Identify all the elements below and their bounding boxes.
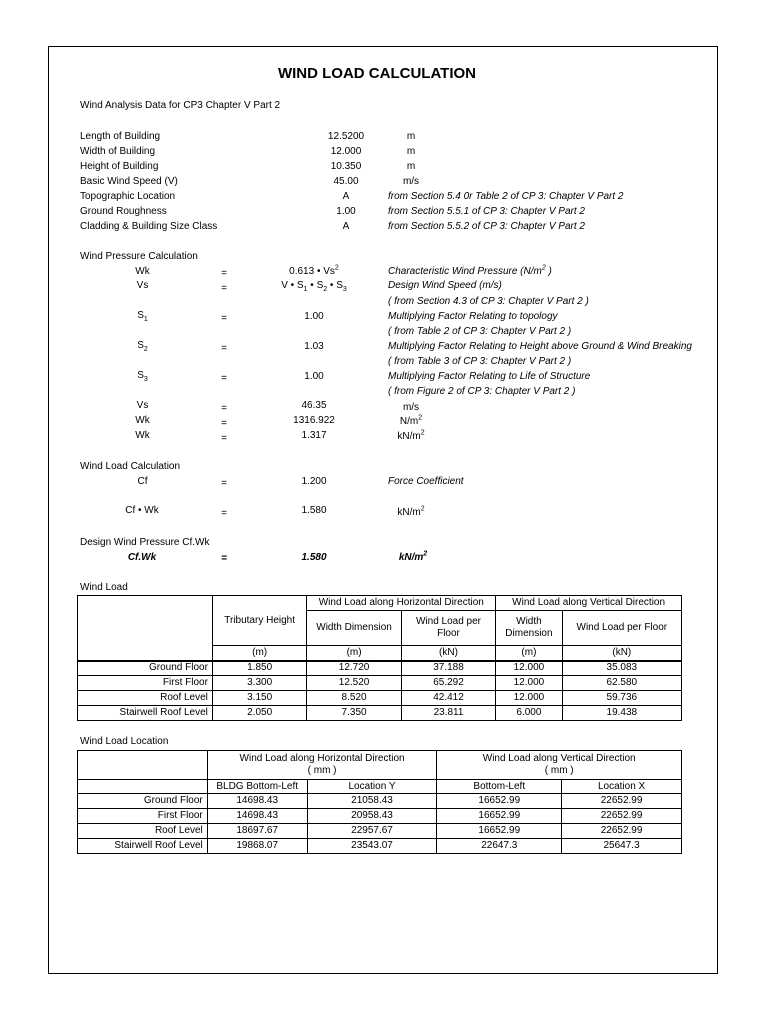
wk-result-kn-value: 1.317 xyxy=(301,430,327,441)
vs-result-value: 46.35 xyxy=(301,400,327,411)
row-floor: Roof Level xyxy=(78,691,213,706)
cf-note: Force Coefficient xyxy=(388,476,464,487)
table-row xyxy=(78,691,682,706)
unit-height: m xyxy=(406,161,416,172)
label-roughness: Ground Roughness xyxy=(80,206,167,217)
table-row xyxy=(78,824,682,839)
s1-note: Multiplying Factor Relating to topology xyxy=(388,311,558,322)
row-location-y: 20958.43 xyxy=(307,809,437,824)
label-wind-speed: Basic Wind Speed (V) xyxy=(80,176,178,187)
label-height: Height of Building xyxy=(80,161,159,172)
cfwk-symbol: Cf • Wk xyxy=(125,505,159,516)
header-location-y: Location Y xyxy=(307,780,437,794)
wind-load-location-table xyxy=(77,750,682,854)
row-trib: 2.050 xyxy=(212,706,306,721)
unit-h-load: (kN) xyxy=(401,646,495,661)
design-symbol: Cf.Wk xyxy=(127,552,157,563)
row-bldg-bottom-left: 14698.43 xyxy=(207,794,307,809)
unit-trib: (m) xyxy=(212,646,306,661)
row-v-load: 59.736 xyxy=(562,691,681,706)
row-h-load: 42.412 xyxy=(401,691,495,706)
s3-value: 1.00 xyxy=(304,371,324,382)
header-h-load: Wind Load per Floor xyxy=(401,611,495,646)
subtitle: Wind Analysis Data for CP3 Chapter V Part 2 xyxy=(80,100,281,111)
row-v-width: 12.000 xyxy=(496,691,562,706)
row-bottom-left: 16652.99 xyxy=(437,824,562,839)
row-location-y: 22957.67 xyxy=(307,824,437,839)
cf-symbol: Cf xyxy=(137,476,148,487)
table-row xyxy=(78,676,682,691)
header-v-width: Width Dimension xyxy=(496,611,562,646)
wk-result-eq: = xyxy=(221,418,227,429)
s2-note-ref: ( from Table 3 of CP 3: Chapter V Part 2 ) xyxy=(388,356,572,367)
row-location-x: 25647.3 xyxy=(562,839,682,854)
wk-result-symbol: Wk xyxy=(135,415,150,426)
header-bottom-left: Bottom-Left xyxy=(437,780,562,794)
value-height: 10.350 xyxy=(330,161,362,172)
row-v-load: 19.438 xyxy=(562,706,681,721)
cf-value: 1.200 xyxy=(301,476,327,487)
vs-result-symbol: Vs xyxy=(136,400,149,411)
row-bottom-left: 16652.99 xyxy=(437,809,562,824)
table-row xyxy=(78,706,682,721)
vs-note-ref: ( from Section 4.3 of CP 3: Chapter V Part 2 ) xyxy=(388,296,589,307)
location-heading: Wind Load Location xyxy=(80,736,169,747)
design-heading: Design Wind Pressure Cf.Wk xyxy=(80,537,210,548)
row-trib: 3.300 xyxy=(212,676,306,691)
page-title: WIND LOAD CALCULATION xyxy=(277,65,477,82)
value-topographic: A xyxy=(342,191,350,202)
s3-note-ref: ( from Figure 2 of CP 3: Chapter V Part 2 ) xyxy=(388,386,576,397)
wind-load-heading: Wind Load xyxy=(80,582,128,593)
s3-symbol: $S_3$ xyxy=(137,370,148,383)
row-floor: Stairwell Roof Level xyxy=(78,839,208,854)
note-roughness: from Section 5.5.1 of CP 3: Chapter V Part 2 xyxy=(388,206,585,217)
table-row xyxy=(78,794,682,809)
note-cladding: from Section 5.5.2 of CP 3: Chapter V Part 2 xyxy=(388,221,585,232)
value-wind-speed: 45.00 xyxy=(333,176,359,187)
table-row xyxy=(78,809,682,824)
unit-width: m xyxy=(406,146,416,157)
unit-h-width: (m) xyxy=(307,646,401,661)
cfwk-eq: = xyxy=(221,508,227,519)
table-row xyxy=(78,661,682,676)
row-v-load: 62.580 xyxy=(562,676,681,691)
s2-eq: = xyxy=(221,343,227,354)
pressure-heading: Wind Pressure Calculation xyxy=(80,251,198,262)
row-bldg-bottom-left: 14698.43 xyxy=(207,809,307,824)
row-floor: Ground Floor xyxy=(78,794,208,809)
location-group-vertical: Wind Load along Vertical Direction ( mm ) xyxy=(437,751,682,780)
row-bottom-left: 16652.99 xyxy=(437,794,562,809)
label-width: Width of Building xyxy=(80,146,156,157)
row-h-width: 8.520 xyxy=(307,691,401,706)
value-length: 12.5200 xyxy=(327,131,365,142)
wk-result-n-value: 1316.922 xyxy=(293,415,335,426)
row-v-width: 12.000 xyxy=(496,661,562,676)
cfwk-unit: $kN/m^2$ xyxy=(397,505,425,518)
value-width: 12.000 xyxy=(330,146,362,157)
unit-wind-speed: m/s xyxy=(402,176,420,187)
header-horizontal: Wind Load along Horizontal Direction xyxy=(307,596,496,611)
wk-symbol: Wk xyxy=(135,266,150,277)
cf-eq: = xyxy=(221,478,227,489)
vs-symbol: Vs xyxy=(136,280,149,291)
row-floor: Stairwell Roof Level xyxy=(78,706,213,721)
header-tributary-height: Tributary Height xyxy=(212,596,306,646)
unit-v-load: (kN) xyxy=(562,646,681,661)
row-v-width: 12.000 xyxy=(496,676,562,691)
wk-result-kn-unit: $kN/m^2$ xyxy=(397,429,425,442)
s1-eq: = xyxy=(221,313,227,324)
row-v-load: 35.083 xyxy=(562,661,681,676)
row-floor: Ground Floor xyxy=(78,661,213,676)
row-location-x: 22652.99 xyxy=(562,824,682,839)
unit-length: m xyxy=(406,131,416,142)
wk-eq: = xyxy=(221,268,227,279)
s1-symbol: $S_1$ xyxy=(137,310,148,323)
vs-note: Design Wind Speed (m/s) xyxy=(388,280,502,291)
unit-v-width: (m) xyxy=(496,646,562,661)
s1-value: 1.00 xyxy=(304,311,324,322)
value-roughness: 1.00 xyxy=(336,206,356,217)
row-h-width: 7.350 xyxy=(307,706,401,721)
row-bldg-bottom-left: 19868.07 xyxy=(207,839,307,854)
note-topographic: from Section 5.4 0r Table 2 of CP 3: Chapter V Part 2 xyxy=(388,191,624,202)
s2-note: Multiplying Factor Relating to Height above Ground & Wind Breaking xyxy=(388,341,692,352)
label-cladding: Cladding & Building Size Class xyxy=(80,221,218,232)
row-bottom-left: 22647.3 xyxy=(437,839,562,854)
row-location-y: 21058.43 xyxy=(307,794,437,809)
value-cladding: A xyxy=(342,221,350,232)
vs-formula: V • $S_1$ • $S_2$ • $S_3$ xyxy=(281,280,347,293)
s3-eq: = xyxy=(221,373,227,384)
design-value: 1.580 xyxy=(301,552,327,563)
wind-load-table xyxy=(77,595,682,721)
s2-symbol: $S_2$ xyxy=(137,340,148,353)
vs-eq: = xyxy=(221,283,227,294)
row-h-width: 12.520 xyxy=(307,676,401,691)
wk-formula: 0.613 • Vs$^2$ xyxy=(289,264,339,277)
row-floor: Roof Level xyxy=(78,824,208,839)
header-bldg-bottom-left: BLDG Bottom-Left xyxy=(207,780,307,794)
wk-note: Characteristic Wind Pressure ($N/m^2$ ) xyxy=(388,264,552,277)
header-v-load: Wind Load per Floor xyxy=(562,611,681,646)
row-floor: First Floor xyxy=(78,676,213,691)
label-length: Length of Building xyxy=(80,131,161,142)
row-h-load: 23.811 xyxy=(401,706,495,721)
header-location-x: Location X xyxy=(562,780,682,794)
cfwk-value: 1.580 xyxy=(301,505,327,516)
label-topographic: Topographic Location xyxy=(80,191,176,202)
s2-value: 1.03 xyxy=(304,341,324,352)
row-location-x: 22652.99 xyxy=(562,794,682,809)
table-row xyxy=(78,839,682,854)
row-floor: First Floor xyxy=(78,809,208,824)
design-eq: = xyxy=(221,553,227,564)
location-group-horizontal: Wind Load along Horizontal Direction ( mm ) xyxy=(207,751,437,780)
vs-result-eq: = xyxy=(221,403,227,414)
row-location-x: 22652.99 xyxy=(562,809,682,824)
wk-result-n-unit: $N/m^2$ xyxy=(399,414,423,427)
row-v-width: 6.000 xyxy=(496,706,562,721)
row-h-load: 65.292 xyxy=(401,676,495,691)
wk-kn-symbol: Wk xyxy=(135,430,150,441)
wk-kn-eq: = xyxy=(221,433,227,444)
row-location-y: 23543.07 xyxy=(307,839,437,854)
header-h-width: Width Dimension xyxy=(307,611,401,646)
row-trib: 1.850 xyxy=(212,661,306,676)
design-unit: $kN/m^2$ xyxy=(398,550,428,563)
row-h-width: 12.720 xyxy=(307,661,401,676)
header-vertical: Wind Load along Vertical Direction xyxy=(496,596,682,611)
s1-note-ref: ( from Table 2 of CP 3: Chapter V Part 2 ) xyxy=(388,326,572,337)
row-bldg-bottom-left: 18697.67 xyxy=(207,824,307,839)
load-calc-heading: Wind Load Calculation xyxy=(80,461,181,472)
s3-note: Multiplying Factor Relating to Life of Structure xyxy=(388,371,591,382)
vs-result-unit: m/s xyxy=(402,402,420,413)
row-h-load: 37.188 xyxy=(401,661,495,676)
row-trib: 3.150 xyxy=(212,691,306,706)
